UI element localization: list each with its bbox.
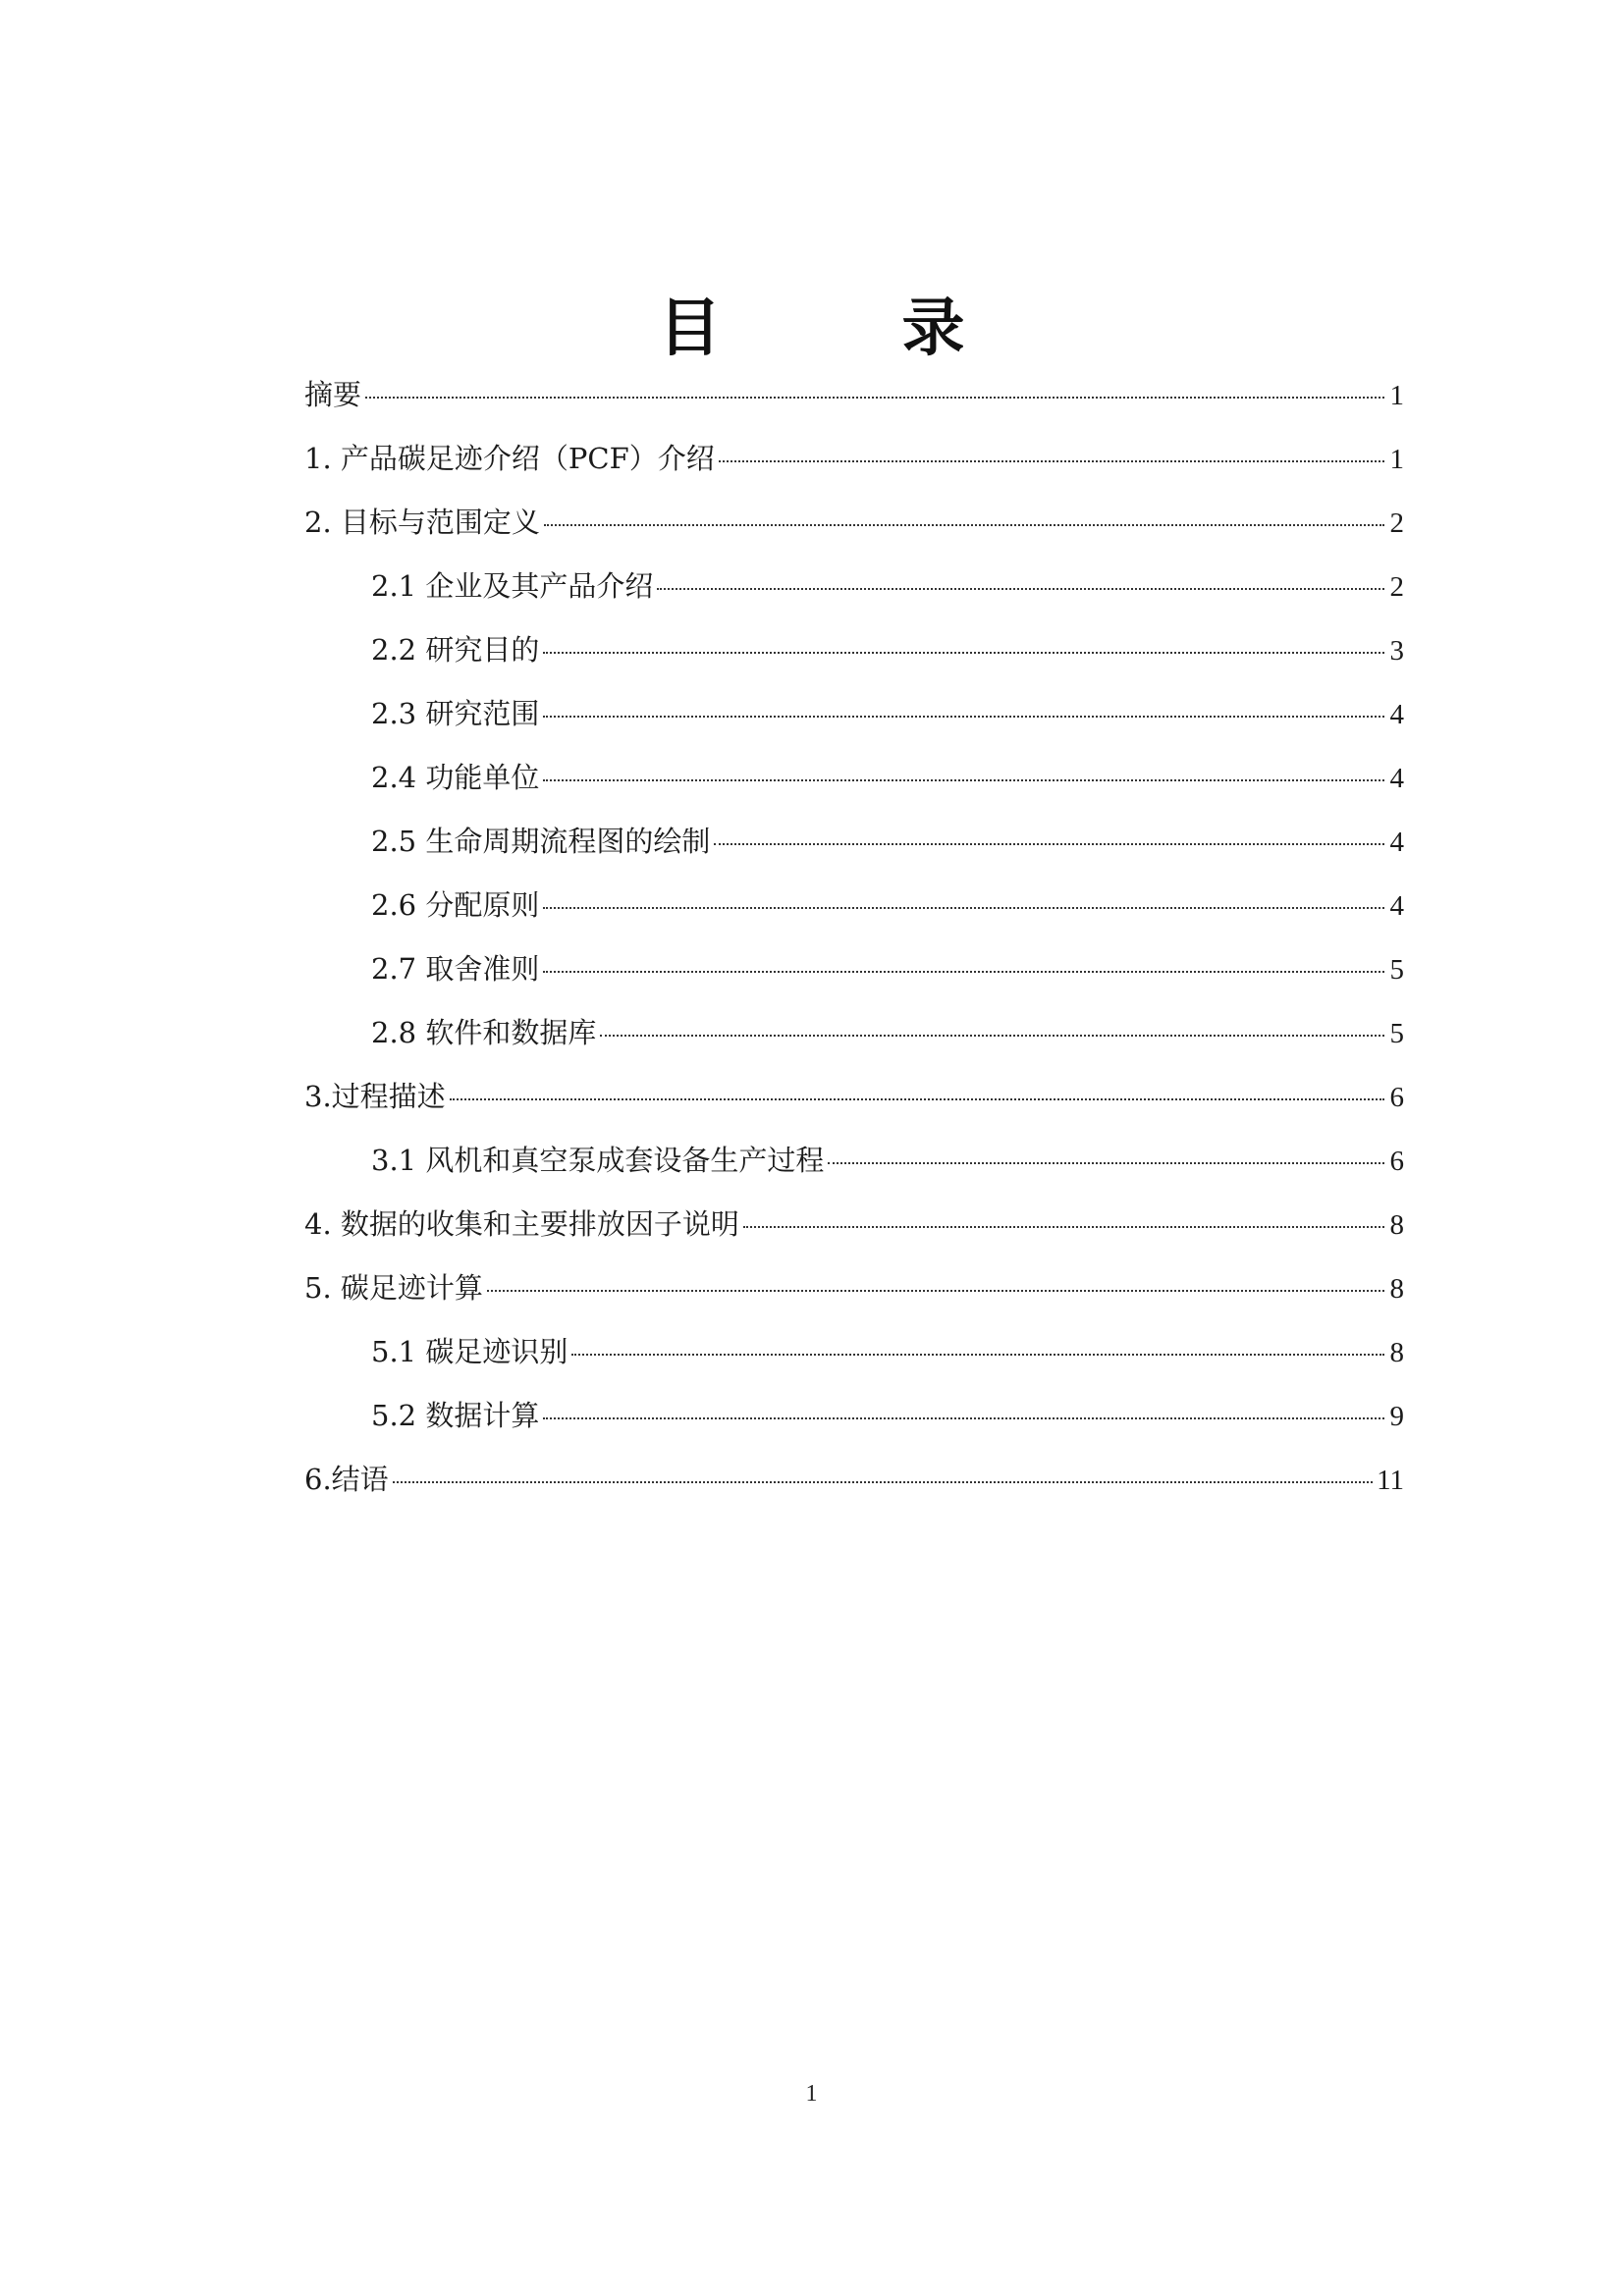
toc-entry-page: 6 xyxy=(1389,1146,1404,1177)
toc-entry-page: 1 xyxy=(1389,380,1404,411)
toc-entry[interactable] xyxy=(304,1001,1404,1065)
toc-entry[interactable] xyxy=(304,1448,1404,1512)
toc-entry-label: 2.8 软件和数据库 xyxy=(371,1016,597,1049)
toc-entry[interactable] xyxy=(304,1193,1404,1256)
toc-entry-label: 3.1 风机和真空泵成套设备生产过程 xyxy=(371,1144,825,1177)
toc-entry-page: 5 xyxy=(1389,954,1404,986)
toc-entry-label: 2.4 功能单位 xyxy=(371,761,540,794)
toc-entry-page: 11 xyxy=(1377,1465,1404,1496)
dot-leader xyxy=(600,1035,1384,1037)
toc-entry-label: 5.1 碳足迹识别 xyxy=(371,1335,568,1368)
toc-entry[interactable] xyxy=(304,427,1404,491)
toc-entry[interactable] xyxy=(304,1320,1404,1384)
toc-entry-page: 8 xyxy=(1389,1273,1404,1305)
toc-list xyxy=(304,363,1404,1512)
toc-entry-page: 8 xyxy=(1389,1209,1404,1241)
toc-entry-label: 4. 数据的收集和主要排放因子说明 xyxy=(304,1207,739,1241)
dot-leader xyxy=(393,1481,1373,1483)
toc-entry[interactable] xyxy=(304,363,1404,427)
dot-leader xyxy=(543,652,1384,654)
toc-entry-label: 2.2 研究目的 xyxy=(371,633,540,667)
toc-entry-label: 2.6 分配原则 xyxy=(371,888,540,922)
page-number: 1 xyxy=(805,2081,818,2107)
toc-entry-page: 4 xyxy=(1389,890,1404,922)
toc-entry[interactable] xyxy=(304,1065,1404,1129)
toc-entry-page: 3 xyxy=(1389,635,1404,667)
toc-entry-label: 1. 产品碳足迹介绍（PCF）介绍 xyxy=(304,442,715,475)
toc-entry[interactable] xyxy=(304,937,1404,1001)
toc-entry-page: 8 xyxy=(1389,1337,1404,1368)
toc-entry-page: 9 xyxy=(1389,1401,1404,1432)
dot-leader xyxy=(543,716,1384,718)
dot-leader xyxy=(571,1354,1384,1356)
dot-leader xyxy=(828,1162,1384,1164)
toc-entry[interactable] xyxy=(304,810,1404,874)
dot-leader xyxy=(543,779,1384,781)
dot-leader xyxy=(719,460,1384,462)
toc-entry-page: 2 xyxy=(1389,571,1404,603)
toc-entry-label: 2.7 取舍准则 xyxy=(371,952,540,986)
dot-leader xyxy=(657,588,1384,590)
toc-entry-page: 1 xyxy=(1389,444,1404,475)
dot-leader xyxy=(743,1226,1384,1228)
toc-entry[interactable] xyxy=(304,1384,1404,1448)
toc-entry-label: 3.过程描述 xyxy=(304,1080,446,1113)
toc-entry[interactable] xyxy=(304,682,1404,746)
dot-leader xyxy=(365,397,1384,399)
dot-leader xyxy=(543,907,1384,909)
toc-entry-label: 摘要 xyxy=(304,378,362,411)
toc-entry-page: 4 xyxy=(1389,827,1404,858)
toc-entry-label: 6.结语 xyxy=(304,1463,389,1496)
toc-entry-page: 6 xyxy=(1389,1082,1404,1113)
toc-entry-label: 2.1 企业及其产品介绍 xyxy=(371,569,654,603)
dot-leader xyxy=(487,1290,1384,1292)
toc-entry[interactable] xyxy=(304,1129,1404,1193)
toc-entry[interactable] xyxy=(304,491,1404,555)
toc-entry-label: 2.3 研究范围 xyxy=(371,697,540,730)
dot-leader xyxy=(450,1098,1384,1100)
toc-entry-page: 2 xyxy=(1389,507,1404,539)
toc-entry-label: 5.2 数据计算 xyxy=(371,1399,540,1432)
toc-entry-page: 4 xyxy=(1389,763,1404,794)
dot-leader xyxy=(544,524,1384,526)
dot-leader xyxy=(543,971,1384,973)
dot-leader xyxy=(714,843,1384,845)
toc-entry[interactable] xyxy=(304,1256,1404,1320)
toc-entry-page: 5 xyxy=(1389,1018,1404,1049)
toc-entry[interactable] xyxy=(304,555,1404,618)
toc-entry-page: 4 xyxy=(1389,699,1404,730)
toc-entry-label: 2.5 生命周期流程图的绘制 xyxy=(371,825,711,858)
toc-entry[interactable] xyxy=(304,874,1404,937)
toc-entry-label: 2. 目标与范围定义 xyxy=(304,506,540,539)
toc-entry-label: 5. 碳足迹计算 xyxy=(304,1271,483,1305)
toc-title: 目 录 xyxy=(658,293,1024,365)
dot-leader xyxy=(543,1417,1384,1419)
toc-entry[interactable] xyxy=(304,618,1404,682)
toc-entry[interactable] xyxy=(304,746,1404,810)
